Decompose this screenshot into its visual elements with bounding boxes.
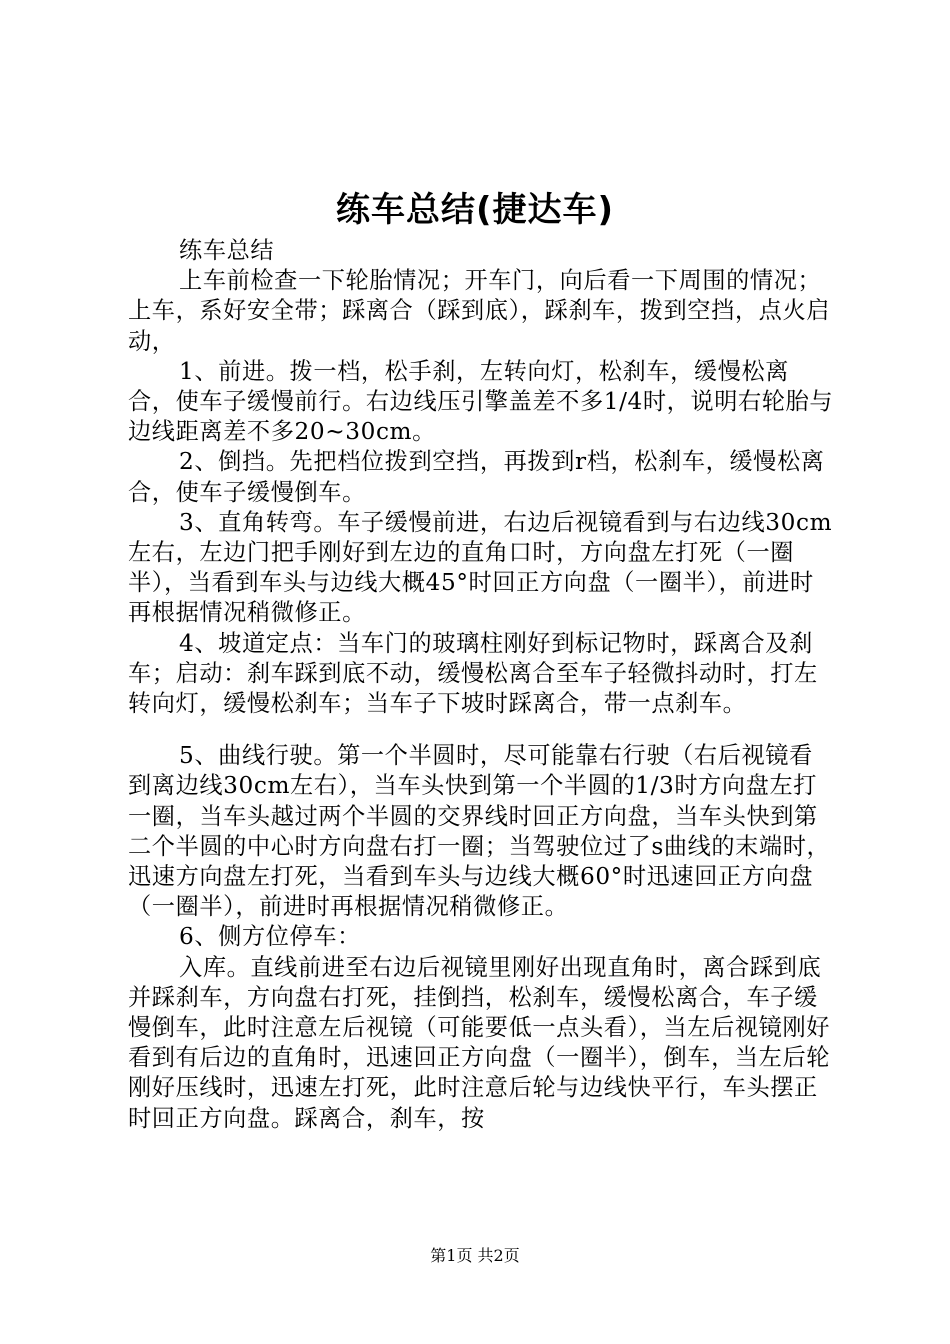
document-title: 练车总结(捷达车) (335, 190, 615, 230)
paragraph-curve-driving: 5、曲线行驶。第一个半圆时，尽可能靠右行驶（右后视镜看到离边线30cm左右），当车头快到第一个半圆的1/3时方向盘左打一圈，当车头越过两个半圆的交界线时回正方向盘，当车头快到第二个半圆的中心时方向盘右打一圈；当驾驶位过了s曲线的末端时，迅速方向盘左打死，当看到车头与边线大概60°时迅速回正方向盘（一圈半），前进时再根据情况稍微修正。 (128, 742, 831, 921)
paragraph-preparation: 上车前检查一下轮胎情况；开车门，向后看一下周围的情况；上车，系好安全带；踩离合（踩到底），踩刹车，拨到空挡，点火启动， (128, 267, 831, 355)
paragraph-parking-entry: 入库。直线前进至右边后视镜里刚好出现直角时，离合踩到底并踩刹车，方向盘右打死，挂倒挡，松刹车，缓慢松离合，车子缓慢倒车，此时注意左后视镜（可能要低一点头看），当左后视镜刚好看到有后边的直角时，迅速回正方向盘（一圈半），倒车，当左后轮刚好压线时，迅速左打死，此时注意后轮与边线快平行，车头摆正时回正方向盘。踩离合，刹车，按 (128, 953, 831, 1132)
paragraph-hill-start: 4、坡道定点：当车门的玻璃柱刚好到标记物时，踩离合及刹车；启动：刹车踩到底不动，缓慢松离合至车子轻微抖动时，打左转向灯，缓慢松刹车；当车子下坡时踩离合，带一点刹车。 (128, 629, 818, 718)
paragraph-forward: 1、前进。拨一档，松手刹，左转向灯，松刹车，缓慢松离合，使车子缓慢前行。右边线压引擎盖差不多1/4时，说明右轮胎与边线距离差不多20~30cm。 (128, 357, 834, 446)
paragraph-right-angle-turn: 3、直角转弯。车子缓慢前进，右边后视镜看到与右边线30cm左右，左边门把手刚好到左边的直角口时，方向盘左打死（一圈半），当看到车头与边线大概45°时回正方向盘（一圈半），前进时再根据情况稍微修正。 (128, 508, 833, 627)
paragraph-reverse: 2、倒挡。先把档位拨到空挡，再拨到r档，松刹车，缓慢松离合，使车子缓慢倒车。 (128, 448, 825, 506)
paragraph-heading: 练车总结 (179, 237, 275, 264)
page-footer: 第1页 共2页 (430, 1246, 520, 1265)
document-body (128, 236, 834, 1134)
paragraph-gap (128, 719, 834, 741)
paragraph-side-parking-heading: 6、侧方位停车： (179, 923, 361, 951)
